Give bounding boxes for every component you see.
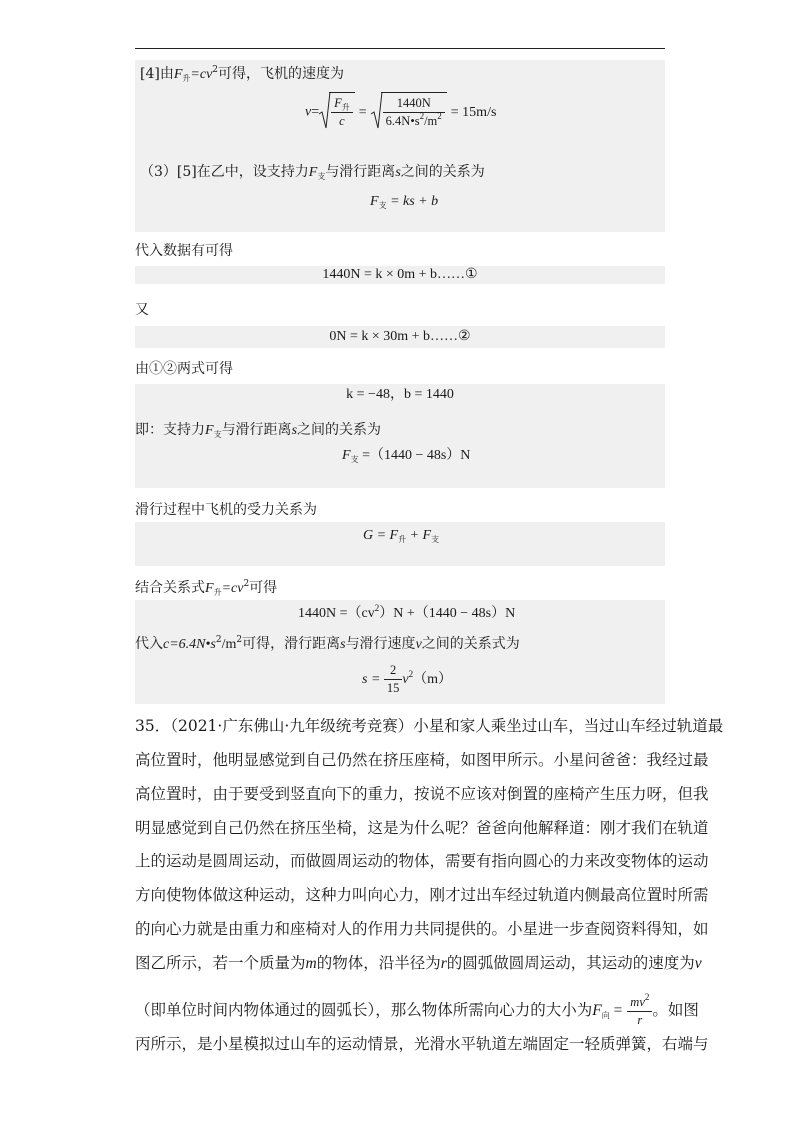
text-daishu: 代入数据有可得 — [135, 243, 233, 259]
numerator: 1440N — [383, 95, 445, 113]
solution-line-5 — [140, 162, 485, 183]
var-F: F — [342, 448, 351, 463]
formula: =cv — [190, 67, 213, 82]
formula: + F — [406, 528, 432, 543]
q35-line-10: 丙所示，是小星模拟过山车的运动情景，光滑水平轨道左端固定一轻质弹簧，右端与 — [135, 1035, 709, 1053]
var-c: c — [339, 114, 345, 129]
fraction-mv2-r — [627, 991, 652, 1029]
var-F: F — [205, 581, 214, 596]
denominator: r — [637, 1012, 643, 1027]
sup: 2 — [374, 603, 380, 613]
q35-line-6: 方向使物体做这种运动，这种力叫向心力，刚才过出车经过轨道内侧最高位置时所需 — [135, 886, 709, 904]
text-youliang: 由①②两式可得 — [135, 361, 233, 377]
support-force-equation — [370, 192, 438, 212]
sup: 2 — [437, 111, 442, 122]
equation-1: 1440N = k × 0m + b……① — [322, 267, 478, 282]
text: 可得，滑行距离 — [242, 636, 341, 652]
text: （即单位时间内物体通过的圆弧长），那么物体所需向心力的大小为 — [135, 1001, 593, 1019]
formula: c=6.4N•s — [163, 637, 216, 652]
formula: s = — [362, 672, 381, 687]
text-ji — [135, 420, 381, 441]
fraction-F-over-c — [331, 95, 353, 130]
text: 的物体，沿半径为 — [316, 954, 441, 972]
equation-k-b: k = −48，b = 1440 — [346, 387, 454, 402]
formula: /m — [221, 637, 237, 652]
text: 结合关系式 — [135, 580, 205, 596]
text-you: 又 — [135, 302, 149, 318]
q35-line-1: 35．（2021·广东佛山·九年级统考竞赛）小星和家人乘坐过山车，当过山车经过轨道最 — [135, 717, 724, 735]
sub: 支 — [317, 172, 326, 181]
formula: ）N +（1440 − 48s）N — [379, 606, 516, 621]
sup: 2 — [212, 65, 219, 75]
support-relation-equation — [342, 446, 470, 466]
text: 与滑行距离 — [325, 164, 396, 180]
text: 之间的关系为 — [400, 164, 485, 180]
text: 。如图 — [652, 1001, 699, 1019]
text: 与滑行速度 — [345, 636, 416, 652]
velocity-equation — [305, 92, 496, 133]
eq-sign: = — [311, 104, 320, 120]
sup: 2 — [419, 111, 425, 122]
sup: 2 — [644, 991, 650, 1002]
unit: （m） — [413, 672, 453, 687]
text: 可得，飞机的速度为 — [218, 66, 345, 82]
var-s: s — [291, 423, 298, 438]
radical-sign — [371, 92, 383, 130]
sqrt-2 — [371, 92, 447, 133]
q35-line-2: 高位置时，他明显感觉到自己仍然在挤压座椅，如图甲所示。小星问爸爸：我经过最 — [135, 751, 709, 769]
fraction-values — [383, 95, 445, 130]
den-a: 6.4N•s — [385, 114, 420, 129]
var-v: v — [415, 637, 422, 652]
text: [4]由 — [140, 66, 174, 82]
text: 代入 — [135, 636, 163, 652]
var-F: F — [173, 67, 183, 82]
var-s: s — [395, 165, 401, 180]
eq-sign: = — [358, 104, 367, 120]
den-b: /m — [424, 114, 438, 129]
text: 与滑行距离 — [221, 422, 292, 438]
combined-equation — [298, 604, 515, 624]
distance-speed-equation — [362, 662, 452, 698]
formula: =（1440 − 48s）N — [358, 448, 471, 463]
var-v: v — [694, 955, 702, 972]
sup: 2 — [236, 635, 243, 645]
text: 之间的关系式为 — [421, 636, 520, 652]
sup: 2 — [408, 669, 414, 679]
solution-line-4 — [140, 64, 344, 85]
text-dairu — [135, 634, 520, 655]
formula: G = F — [363, 528, 399, 543]
sub: 升 — [213, 588, 222, 597]
numerator: mv — [630, 994, 645, 1009]
var-v: v — [305, 104, 312, 120]
sub: 支 — [213, 430, 222, 439]
q35-line-8 — [135, 951, 702, 976]
sub: 升 — [341, 103, 350, 113]
radical-sign — [319, 92, 331, 130]
sub: 升 — [398, 535, 407, 544]
text: 图乙所示，若一个质量为 — [135, 954, 306, 972]
eq-sign: = — [609, 1002, 623, 1019]
denominator: 15 — [386, 681, 400, 696]
var-F: F — [370, 194, 379, 209]
header-rule — [135, 48, 665, 49]
var-m: m — [305, 955, 317, 972]
equation-2: 0N = k × 30m + b……② — [329, 329, 471, 344]
formula: 1440N =（cv — [298, 606, 375, 621]
text: 即：支持力 — [135, 422, 205, 438]
q35-line-7: 的向心力就是由重力和座椅对人的作用力共同提供的。小星进一步查阅资料得知，如 — [135, 920, 709, 938]
sqrt-1 — [319, 92, 355, 133]
numerator: 2 — [384, 662, 403, 680]
result: = 15m/s — [450, 104, 497, 120]
q35-line-5: 上的运动是圆周运动，而做圆周运动的物体，需要有指向圆心的力来改变物体的运动 — [135, 852, 709, 870]
sub: 升 — [182, 74, 191, 83]
var-F: F — [308, 165, 318, 180]
q35-line-3: 高位置时，由于要受到竖直向下的重力，按说不应该对倒置的座椅产生压力呀，但我 — [135, 785, 709, 803]
text: 之间的关系为 — [297, 422, 382, 438]
sub: 支 — [378, 201, 387, 210]
text: 的圆弧做圆周运动，其运动的速度为 — [446, 954, 695, 972]
sub: 支 — [431, 535, 440, 544]
q35-line-9 — [135, 990, 699, 1031]
var-F: F — [205, 423, 214, 438]
var-r: r — [440, 955, 447, 972]
formula: = ks + b — [386, 194, 439, 209]
text: （3）[5]在乙中，设支持力 — [140, 164, 309, 180]
text: 可得 — [249, 580, 278, 596]
sub: 支 — [350, 455, 359, 464]
text-jiehe — [135, 578, 277, 599]
var-F: F — [592, 1002, 602, 1019]
var-v: v — [402, 672, 409, 687]
var-F: F — [334, 96, 342, 111]
force-balance-equation — [363, 526, 439, 546]
formula: =cv — [221, 581, 244, 596]
sup: 2 — [243, 579, 250, 589]
q35-line-4: 明显感觉到自己仍然在挤压坐椅，这是为什么呢？爸爸向他解释道：刚才我们在轨道 — [135, 819, 709, 837]
fraction-2-15 — [384, 662, 403, 697]
sup: 2 — [215, 635, 222, 645]
var-s: s — [340, 637, 346, 652]
text-huaxing: 滑行过程中飞机的受力关系为 — [135, 502, 317, 518]
sub: 向 — [601, 1011, 610, 1020]
